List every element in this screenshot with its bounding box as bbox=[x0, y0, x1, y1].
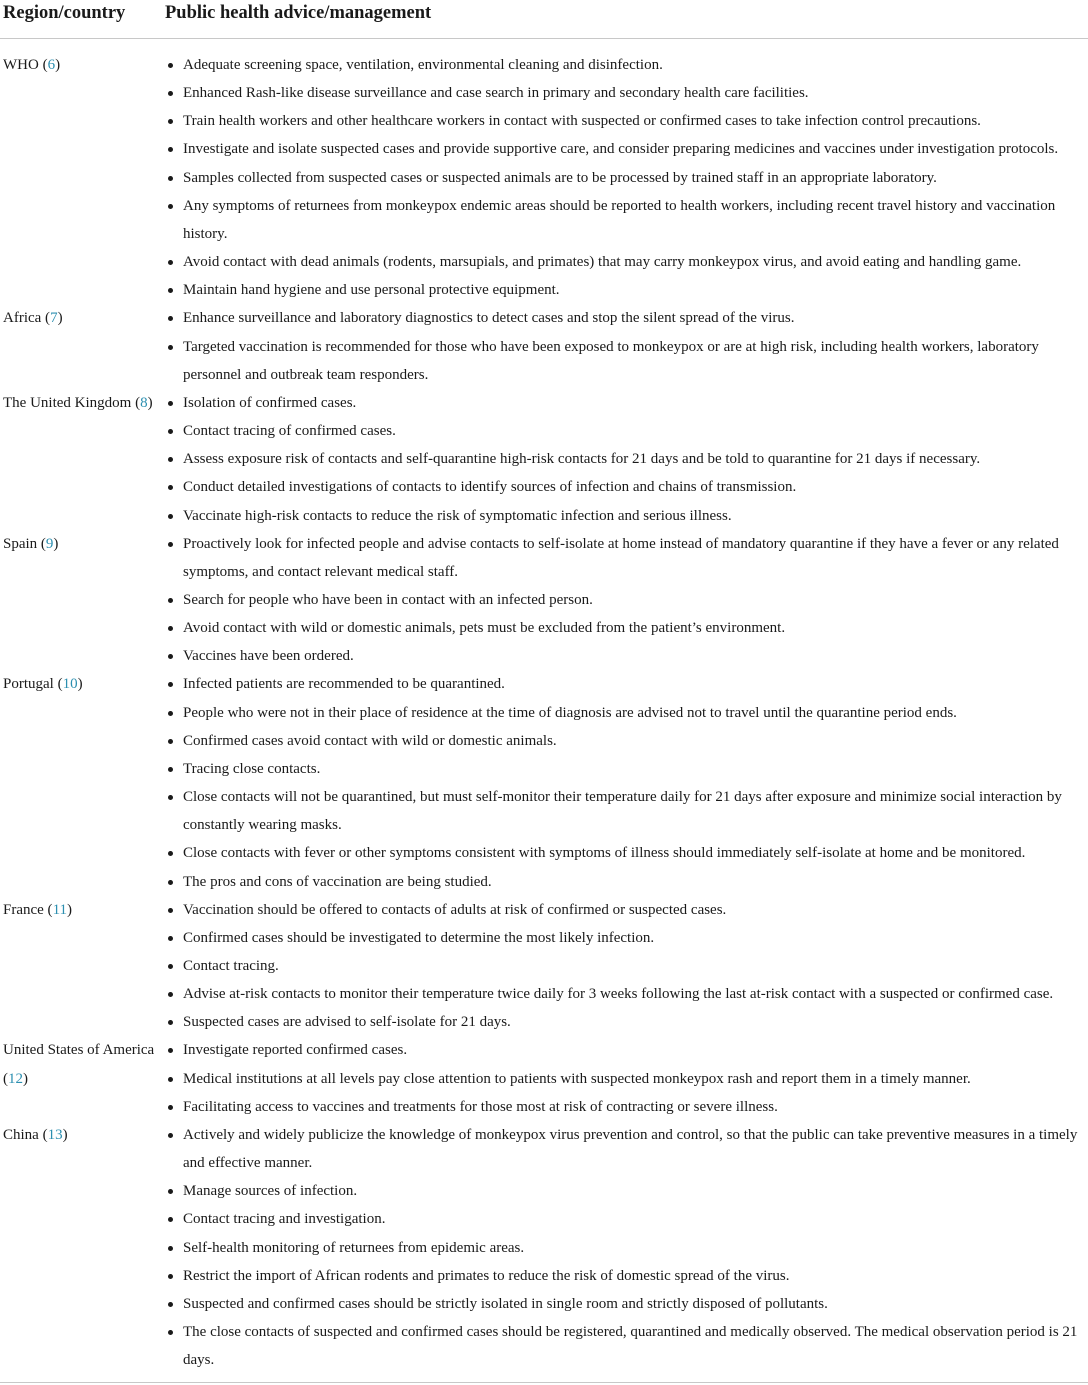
table-row bbox=[0, 51, 1088, 304]
region-cell bbox=[0, 530, 165, 671]
advice-item: Proactively look for infected people and advise contacts to self-isolate at home instead of mandatory quarantine if they have a fever or any related symptoms, and contact relevant medical staff. bbox=[165, 530, 1088, 586]
advice-item: Enhanced Rash-like disease surveillance and case search in primary and secondary health care facilities. bbox=[165, 79, 1088, 107]
region-suffix: ) bbox=[53, 535, 59, 552]
reference-link[interactable]: 8 bbox=[140, 394, 148, 411]
reference-link[interactable]: 12 bbox=[8, 1070, 23, 1087]
reference-link[interactable]: 11 bbox=[52, 901, 68, 918]
region-name: Portugal ( bbox=[3, 676, 63, 693]
reference-link[interactable]: 6 bbox=[47, 57, 56, 73]
header-region: Region/country bbox=[3, 3, 126, 23]
advice-item: Any symptoms of returnees from monkeypox endemic areas should be reported to health workers, including recent travel history and vaccination history. bbox=[165, 192, 1088, 248]
advice-item: Vaccinate high-risk contacts to reduce the risk of symptomatic infection and serious illness. bbox=[165, 502, 1088, 530]
table-row bbox=[0, 389, 1088, 530]
advice-item: Advise at-risk contacts to monitor their temperature twice daily for 3 weeks following the last at-risk contact with a suspected or confirmed case. bbox=[165, 980, 1088, 1008]
advice-item: Isolation of confirmed cases. bbox=[165, 389, 1088, 417]
region-cell bbox=[0, 389, 165, 530]
advice-item: Samples collected from suspected cases or suspected animals are to be processed by trained staff in an appropriate laboratory. bbox=[165, 164, 1088, 192]
region-name: United States of America ( bbox=[3, 1042, 155, 1087]
advice-item: Actively and widely publicize the knowledge of monkeypox virus prevention and control, so that the public can take preventive measures in a timely and effective manner. bbox=[165, 1121, 1088, 1177]
advice-list bbox=[165, 530, 1088, 671]
advice-item: Close contacts with fever or other symptoms consistent with symptoms of illness should immediately self-isolate at home and be monitored. bbox=[165, 839, 1088, 867]
region-name: Spain ( bbox=[3, 535, 46, 552]
advice-item: Contact tracing. bbox=[165, 952, 1088, 980]
advice-item: Close contacts will not be quarantined, but must self-monitor their temperature daily for 21 days after exposure and minimize social interaction by constantly wearing masks. bbox=[165, 783, 1088, 839]
advice-item: Avoid contact with dead animals (rodents, marsupials, and primates) that may carry monkeypox virus, and avoid eating and handling game. bbox=[165, 248, 1088, 276]
region-cell bbox=[0, 896, 165, 1037]
region-name: China ( bbox=[3, 1126, 48, 1143]
advice-item: Suspected cases are advised to self-isolate for 21 days. bbox=[165, 1008, 1088, 1036]
table-row bbox=[0, 1036, 1088, 1120]
table-header bbox=[0, 0, 1088, 39]
advice-list bbox=[165, 304, 1088, 388]
advice-item: Train health workers and other healthcare workers in contact with suspected or confirmed cases to take infection control precautions. bbox=[165, 107, 1088, 135]
region-suffix: ) bbox=[67, 901, 73, 918]
advice-list bbox=[165, 1036, 1088, 1120]
advice-list bbox=[165, 896, 1088, 1037]
reference-link[interactable]: 13 bbox=[47, 1126, 63, 1143]
advice-item: Restrict the import of African rodents and primates to reduce the risk of domestic spread of the virus. bbox=[165, 1262, 1088, 1290]
table-row bbox=[0, 896, 1088, 1037]
advice-item: People who were not in their place of residence at the time of diagnosis are advised not to travel until the quarantine period ends. bbox=[165, 699, 1088, 727]
advice-item: Adequate screening space, ventilation, environmental cleaning and disinfection. bbox=[165, 51, 1088, 79]
advice-item: Facilitating access to vaccines and treatments for those most at risk of contracting or severe illness. bbox=[165, 1093, 1088, 1121]
advice-list bbox=[165, 389, 1088, 530]
advice-item: Medical institutions at all levels pay close attention to patients with suspected monkeypox rash and report them in a timely manner. bbox=[165, 1065, 1088, 1093]
region-cell bbox=[0, 1036, 165, 1120]
advice-item: Investigate and isolate suspected cases and provide supportive care, and consider preparing medicines and vaccines under investigation protocols. bbox=[165, 135, 1088, 163]
region-name: Africa ( bbox=[3, 310, 51, 327]
region-suffix: ) bbox=[62, 1126, 68, 1143]
region-name: France ( bbox=[3, 901, 53, 918]
advice-item: Avoid contact with wild or domestic animals, pets must be excluded from the patient’s environment. bbox=[165, 614, 1088, 642]
table-row bbox=[0, 530, 1088, 671]
header-advice: Public health advice/management bbox=[165, 3, 432, 23]
advice-item: Self-health monitoring of returnees from epidemic areas. bbox=[165, 1234, 1088, 1262]
region-suffix: ) bbox=[23, 1070, 28, 1087]
advice-item: Investigate reported confirmed cases. bbox=[165, 1036, 1088, 1064]
advice-item: Vaccines have been ordered. bbox=[165, 642, 1088, 670]
advice-item: The close contacts of suspected and confirmed cases should be registered, quarantined and medically observed. The medical observation period is 21 days. bbox=[165, 1318, 1088, 1374]
region-name: The United Kingdom ( bbox=[3, 394, 141, 411]
advice-item: Confirmed cases avoid contact with wild or domestic animals. bbox=[165, 727, 1088, 755]
region-suffix: ) bbox=[77, 676, 83, 693]
advice-item: Vaccination should be offered to contacts of adults at risk of confirmed or suspected cases. bbox=[165, 896, 1088, 924]
advice-item: Suspected and confirmed cases should be strictly isolated in single room and strictly disposed of pollutants. bbox=[165, 1290, 1088, 1318]
reference-link[interactable]: 9 bbox=[45, 535, 54, 552]
reference-link[interactable]: 7 bbox=[50, 310, 58, 327]
advice-list bbox=[165, 1121, 1088, 1374]
advice-item: Contact tracing and investigation. bbox=[165, 1205, 1088, 1233]
advice-item: Infected patients are recommended to be quarantined. bbox=[165, 670, 1088, 698]
region-cell bbox=[0, 304, 165, 388]
region-cell bbox=[0, 670, 165, 895]
advice-item: The pros and cons of vaccination are being studied. bbox=[165, 868, 1088, 896]
region-name: WHO ( bbox=[3, 57, 48, 73]
table-body bbox=[0, 39, 1088, 1374]
region-cell bbox=[0, 1121, 165, 1374]
advice-item: Targeted vaccination is recommended for those who have been exposed to monkeypox or are at high risk, including health workers, laboratory personnel and outbreak team responders. bbox=[165, 333, 1088, 389]
region-cell bbox=[0, 51, 165, 304]
advice-item: Tracing close contacts. bbox=[165, 755, 1088, 783]
advice-item: Confirmed cases should be investigated to determine the most likely infection. bbox=[165, 924, 1088, 952]
advice-item: Search for people who have been in contact with an infected person. bbox=[165, 586, 1088, 614]
region-suffix: ) bbox=[55, 57, 61, 73]
region-suffix: ) bbox=[57, 310, 63, 327]
advice-item: Conduct detailed investigations of contacts to identify sources of infection and chains of transmission. bbox=[165, 473, 1088, 501]
region-suffix: ) bbox=[147, 394, 153, 411]
advice-item: Maintain hand hygiene and use personal protective equipment. bbox=[165, 276, 1088, 304]
table-row bbox=[0, 670, 1088, 895]
bottom-rule bbox=[0, 1382, 1088, 1383]
advice-item: Assess exposure risk of contacts and self-quarantine high-risk contacts for 21 days and be told to quarantine for 21 days if necessary. bbox=[165, 445, 1088, 473]
table-row bbox=[0, 1121, 1088, 1374]
advice-item: Manage sources of infection. bbox=[165, 1177, 1088, 1205]
reference-link[interactable]: 10 bbox=[62, 676, 78, 693]
table-row bbox=[0, 304, 1088, 388]
advice-list bbox=[165, 670, 1088, 895]
advice-list bbox=[165, 51, 1088, 304]
advice-item: Contact tracing of confirmed cases. bbox=[165, 417, 1088, 445]
advice-item: Enhance surveillance and laboratory diagnostics to detect cases and stop the silent spread of the virus. bbox=[165, 304, 1088, 332]
